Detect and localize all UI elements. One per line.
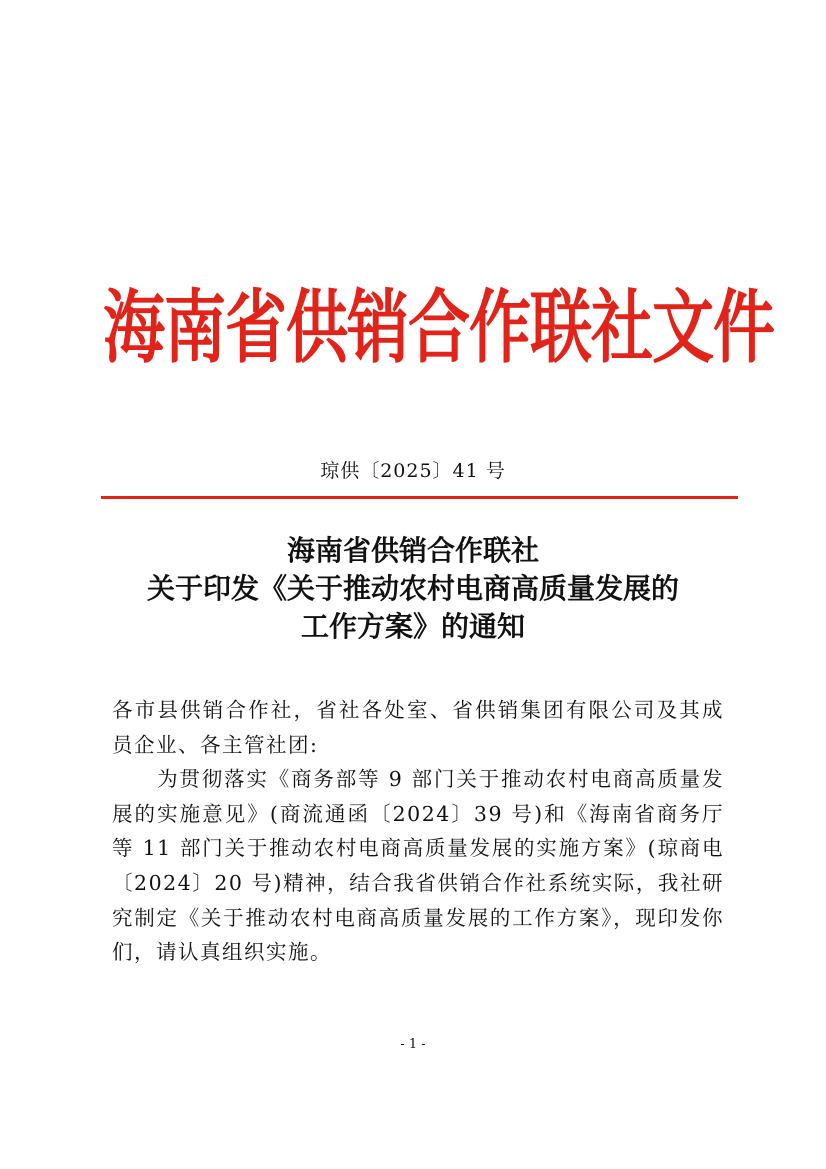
title-line-2: 关于印发《关于推动农村电商高质量发展的 (146, 572, 679, 605)
title-line-1: 海南省供销合作联社 (286, 534, 539, 567)
title-line-3: 工作方案》的通知 (300, 610, 525, 643)
document-title (80, 532, 746, 646)
document-number: 琼供〔2025〕41 号 (320, 460, 506, 482)
document-body (112, 693, 724, 970)
issuer-header-title: 海南省供销合作联社文件 (103, 280, 775, 375)
page-number: - 1 - (400, 1037, 426, 1052)
red-separator-line (101, 496, 738, 499)
body-paragraph: 为贯彻落实《商务部等 9 部门关于推动农村电商高质量发展的实施意见》(商流通函〔2024〕39 号)和《海南省商务厅等 11 部门关于推动农村电商高质量发展的实施方案》(琼商电〔2024〕20 号)精神，结合我省供销合作社系统实际，我社研究制定《关于推动农村电商高质量发展的工作方案》，现印发你们，请认真组织实施。 (112, 767, 724, 965)
recipients-paragraph: 各市县供销合作社，省社各处室、省供销集团有限公司及其成员企业、各主管社团: (112, 698, 724, 757)
